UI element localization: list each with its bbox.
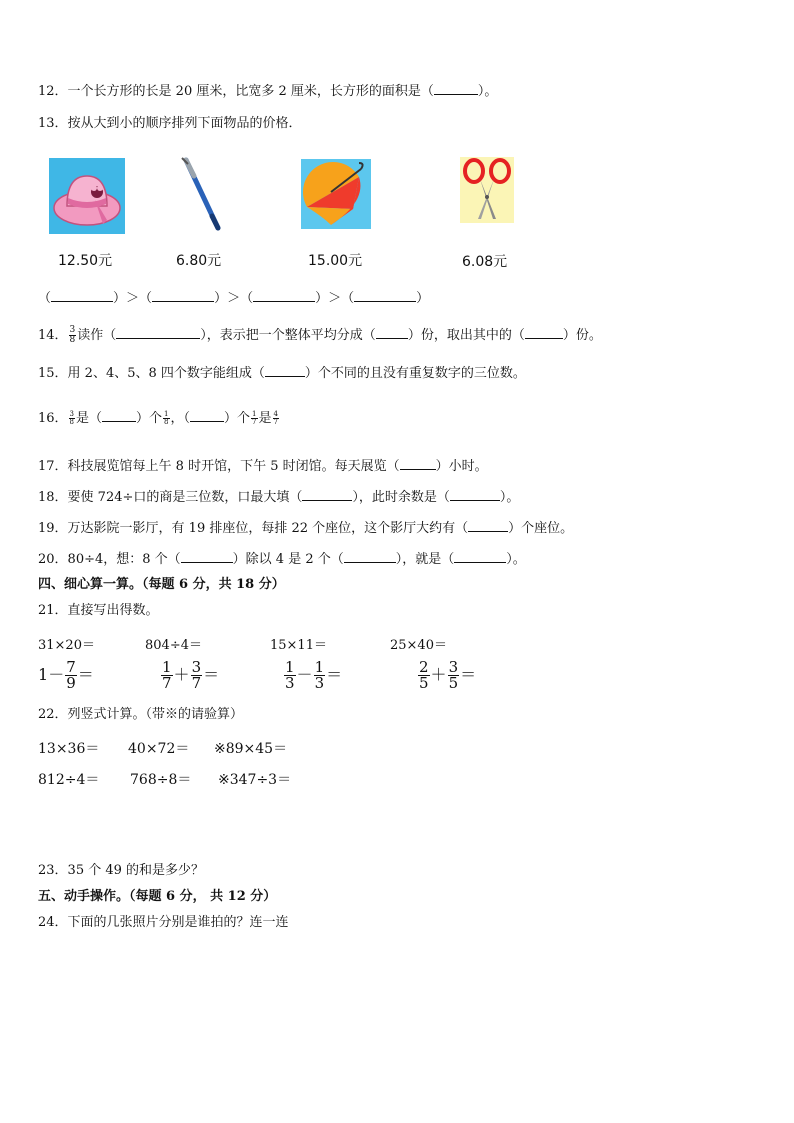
question-22: 22．列竖式计算。（带※的请验算）	[38, 707, 244, 722]
question-number: 18．	[38, 490, 68, 505]
answer-blank[interactable]	[51, 289, 113, 302]
price-hat: 12.50元	[58, 253, 113, 269]
answer-blank[interactable]	[454, 550, 506, 563]
vertical-calc-item: 768÷8＝	[130, 772, 192, 788]
fraction-calc: $\frac{1}{3}$ － $\frac{1}{3}$ ＝	[285, 658, 343, 692]
scissors-icon	[460, 157, 514, 223]
fraction-calc: 1－ $\frac{7}{9}$ ＝	[38, 658, 94, 692]
answer-blank[interactable]	[354, 289, 416, 302]
section-4-heading: 四、细心算一算。（每题 6 分，共 18 分）	[38, 577, 285, 592]
fraction: $\frac{1}{8}$	[164, 410, 169, 426]
question-number: 22．	[38, 707, 68, 722]
question-number: 24．	[38, 915, 68, 930]
question-20: 20．80÷4，想：8 个（ ）除以 4 是 2 个（ ），就是（ ）。	[38, 552, 526, 567]
question-number: 15．	[38, 366, 68, 381]
answer-blank[interactable]	[450, 488, 500, 501]
vertical-calc-item: 812÷4＝	[38, 772, 100, 788]
question-number: 13．	[38, 116, 68, 131]
question-14: 14． $\frac{3}{8}$ 读作（ ），表示把一个整体平均分成（ ）份，取出其中的（ ）份。	[38, 325, 602, 345]
hat-icon	[49, 158, 125, 234]
fraction-calc: $\frac{2}{5}$ ＋ $\frac{3}{5}$ ＝	[419, 658, 477, 692]
answer-blank[interactable]	[302, 488, 352, 501]
answer-blank[interactable]	[434, 82, 478, 95]
question-21: 21．直接写出得数。	[38, 603, 159, 618]
fraction: $\frac{4}{7}$	[273, 410, 278, 426]
answer-blank[interactable]	[253, 289, 315, 302]
question-12: 12．一个长方形的长是 20 厘米，比宽多 2 厘米，长方形的面积是（ ）。	[38, 84, 498, 99]
answer-blank[interactable]	[344, 550, 396, 563]
answer-blank[interactable]	[468, 519, 508, 532]
question-24: 24．下面的几张照片分别是谁拍的？连一连	[38, 915, 289, 930]
question-19: 19．万达影院一影厅，有 19 排座位，每排 22 个座位，这个影厅大约有（ ）个座位。	[38, 521, 574, 536]
question-13: 13．按从大到小的顺序排列下面物品的价格．	[38, 116, 302, 131]
question-number: 12．	[38, 84, 68, 99]
calc-item: 804÷4＝	[145, 638, 202, 653]
price-umbrella: 15.00元	[308, 253, 363, 269]
question-number: 23．	[38, 863, 68, 878]
fraction: $\frac{1}{7}$	[252, 410, 257, 426]
answer-blank[interactable]	[190, 409, 224, 422]
price-scissors: 6.08元	[462, 254, 508, 270]
question-number: 19．	[38, 521, 68, 536]
question-number: 17．	[38, 459, 68, 474]
question-18: 18．要使 724÷口的商是三位数，口最大填（ ），此时余数是（ ）。	[38, 490, 520, 505]
calc-item: 25×40＝	[390, 638, 447, 653]
answer-blank[interactable]	[116, 326, 200, 339]
price-pen: 6.80元	[176, 253, 222, 269]
calc-item: 15×11＝	[270, 638, 327, 653]
answer-blank[interactable]	[400, 457, 436, 470]
answer-blank[interactable]	[525, 326, 563, 339]
answer-blank[interactable]	[376, 326, 408, 339]
ordering-answer: （ ）＞（ ）＞（ ）＞（ ）	[38, 291, 430, 306]
fraction: $\frac{3}{8}$	[69, 325, 76, 345]
answer-blank[interactable]	[181, 550, 233, 563]
fraction: $\frac{3}{8}$	[69, 410, 75, 426]
answer-blank[interactable]	[265, 364, 305, 377]
section-5-heading: 五、动手操作。（每题 6 分， 共 12 分）	[38, 889, 277, 904]
question-number: 14．	[38, 328, 68, 343]
question-15: 15．用 2、4、5、8 四个数字能组成（ ）个不同的且没有重复数字的三位数。	[38, 366, 526, 381]
answer-blank[interactable]	[102, 409, 136, 422]
vertical-calc-item: 40×72＝	[128, 741, 190, 757]
question-23: 23．35 个 49 的和是多少？	[38, 863, 205, 878]
question-number: 21．	[38, 603, 68, 618]
vertical-calc-item: ※89×45＝	[214, 741, 288, 757]
vertical-calc-item: ※347÷3＝	[218, 772, 292, 788]
question-16: 16． $\frac{3}{8}$ 是（ ）个 $\frac{1}{8}$ ，（ ）个 $\frac{1}{7}$ 是 $\frac{4}{7}$	[38, 410, 278, 426]
vertical-calc-item: 13×36＝	[38, 741, 100, 757]
question-number: 20．	[38, 552, 68, 567]
question-17: 17．科技展览馆每上午 8 时开馆，下午 5 时闭馆。每天展览（ ）小时。	[38, 459, 488, 474]
calc-item: 31×20＝	[38, 638, 95, 653]
question-number: 16．	[38, 411, 68, 426]
answer-blank[interactable]	[152, 289, 214, 302]
pen-icon	[178, 156, 226, 232]
umbrella-icon	[301, 159, 371, 229]
fraction-calc: $\frac{1}{7}$ ＋ $\frac{3}{7}$ ＝	[162, 658, 220, 692]
